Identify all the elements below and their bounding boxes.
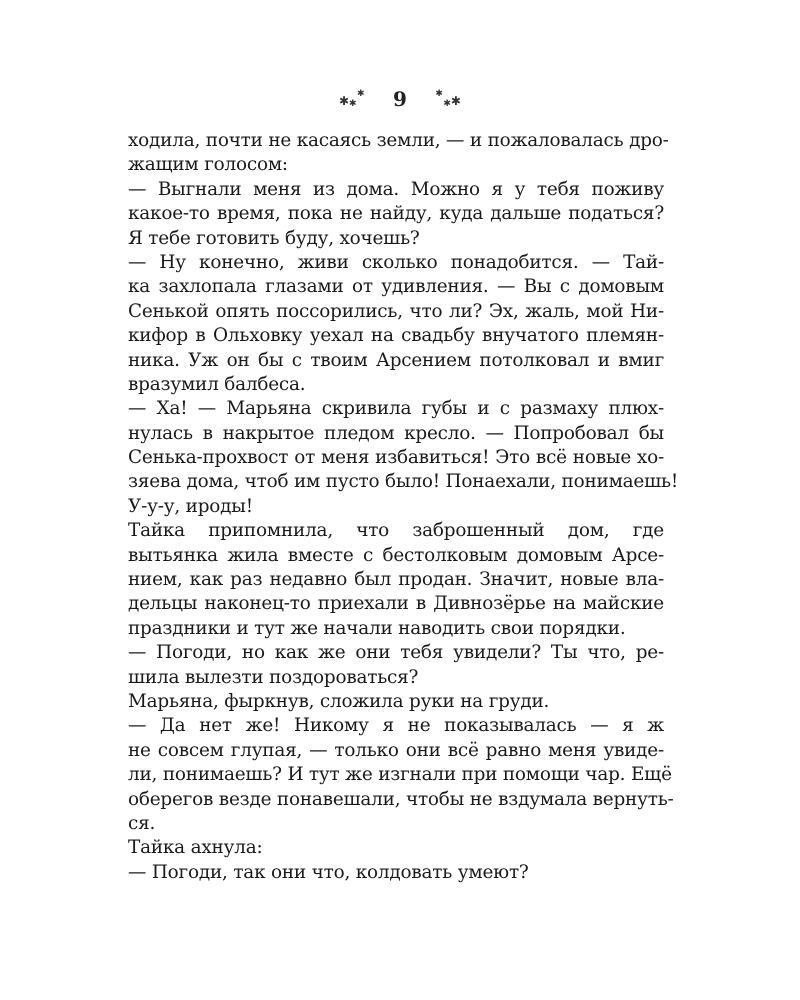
text-line: дельцы наконец-то приехали в Дивнозёрье на майские xyxy=(128,593,664,615)
text-line: Тайка припомнила, что заброшенный дом, где xyxy=(128,520,664,542)
text-line: оберегов везде понавешали, чтобы не вздумала вернуть- xyxy=(128,788,674,810)
text-line: нулась в накрытое пледом кресло. — Попробовал бы xyxy=(128,422,664,444)
text-line: жащим голосом: xyxy=(128,154,288,176)
text-line: — Ну конечно, живи сколько понадобится. — Тай- xyxy=(128,251,664,273)
text-line: кифор в Ольховку уехал на свадьбу внучатого племян- xyxy=(128,325,664,347)
text-line: праздники и тут же начали наводить свои порядки. xyxy=(128,617,626,639)
body-text xyxy=(128,129,679,885)
text-line: вразумил балбеса. xyxy=(128,373,306,395)
text-line: ся. xyxy=(128,812,156,834)
text-line: Я тебе готовить буду, хочешь? xyxy=(128,227,420,249)
text-line: — Погоди, но как же они тебя увидели? Ты что, ре- xyxy=(128,642,664,664)
text-line: вытьянка жила вместе с бестолковым домовым Арсе- xyxy=(128,544,664,566)
text-line: Марьяна, фыркнув, сложила руки на груди. xyxy=(128,690,550,712)
text-line: шила вылезти поздороваться? xyxy=(128,666,419,688)
text-line: зяева дома, чтоб им пусто было! Понаехали, понимаешь! xyxy=(128,471,679,493)
text-line: У-у-у, ироды! xyxy=(128,495,253,517)
text-line: ходила, почти не касаясь земли, — и пожаловалась дро- xyxy=(128,130,669,151)
text-line: — Ха! — Марьяна скривила губы и с размаху плюх- xyxy=(128,398,664,420)
text-line: нием, как раз недавно был продан. Значит, новые вла- xyxy=(128,569,664,591)
text-line: не совсем глупая, — только они всё равно меня увиде- xyxy=(128,739,664,761)
text-line: ника. Уж он бы с твоим Арсением потолковал и вмиг xyxy=(128,349,664,371)
page-number: 9 xyxy=(393,87,407,111)
text-line: Сенька-прохвост от меня избавиться! Это всё новые хо- xyxy=(128,447,664,469)
text-line: ли, понимаешь? И тут же изгнали при помощи чар. Ещё xyxy=(128,764,672,786)
text-line: какое-то время, пока не найду, куда дальше податься? xyxy=(128,203,664,225)
page-header xyxy=(0,82,800,116)
text-line: ка захлопала глазами от удивления. — Вы с домовым xyxy=(128,276,664,298)
text-line: — Выгнали меня из дома. Можно я у тебя поживу xyxy=(128,178,664,200)
text-line: — Погоди, так они что, колдовать умеют? xyxy=(128,861,529,883)
text-line: — Да нет же! Никому я не показывалась — я ж xyxy=(128,715,664,737)
text-line: Сенькой опять поссорились, что ли? Эх, жаль, мой Ни- xyxy=(128,300,664,322)
text-line: Тайка ахнула: xyxy=(128,837,263,859)
star-ornament-left: ✱ ✱ ✱ xyxy=(339,89,365,109)
star-ornament-right: ✱ ✱ ✱ xyxy=(435,89,461,109)
